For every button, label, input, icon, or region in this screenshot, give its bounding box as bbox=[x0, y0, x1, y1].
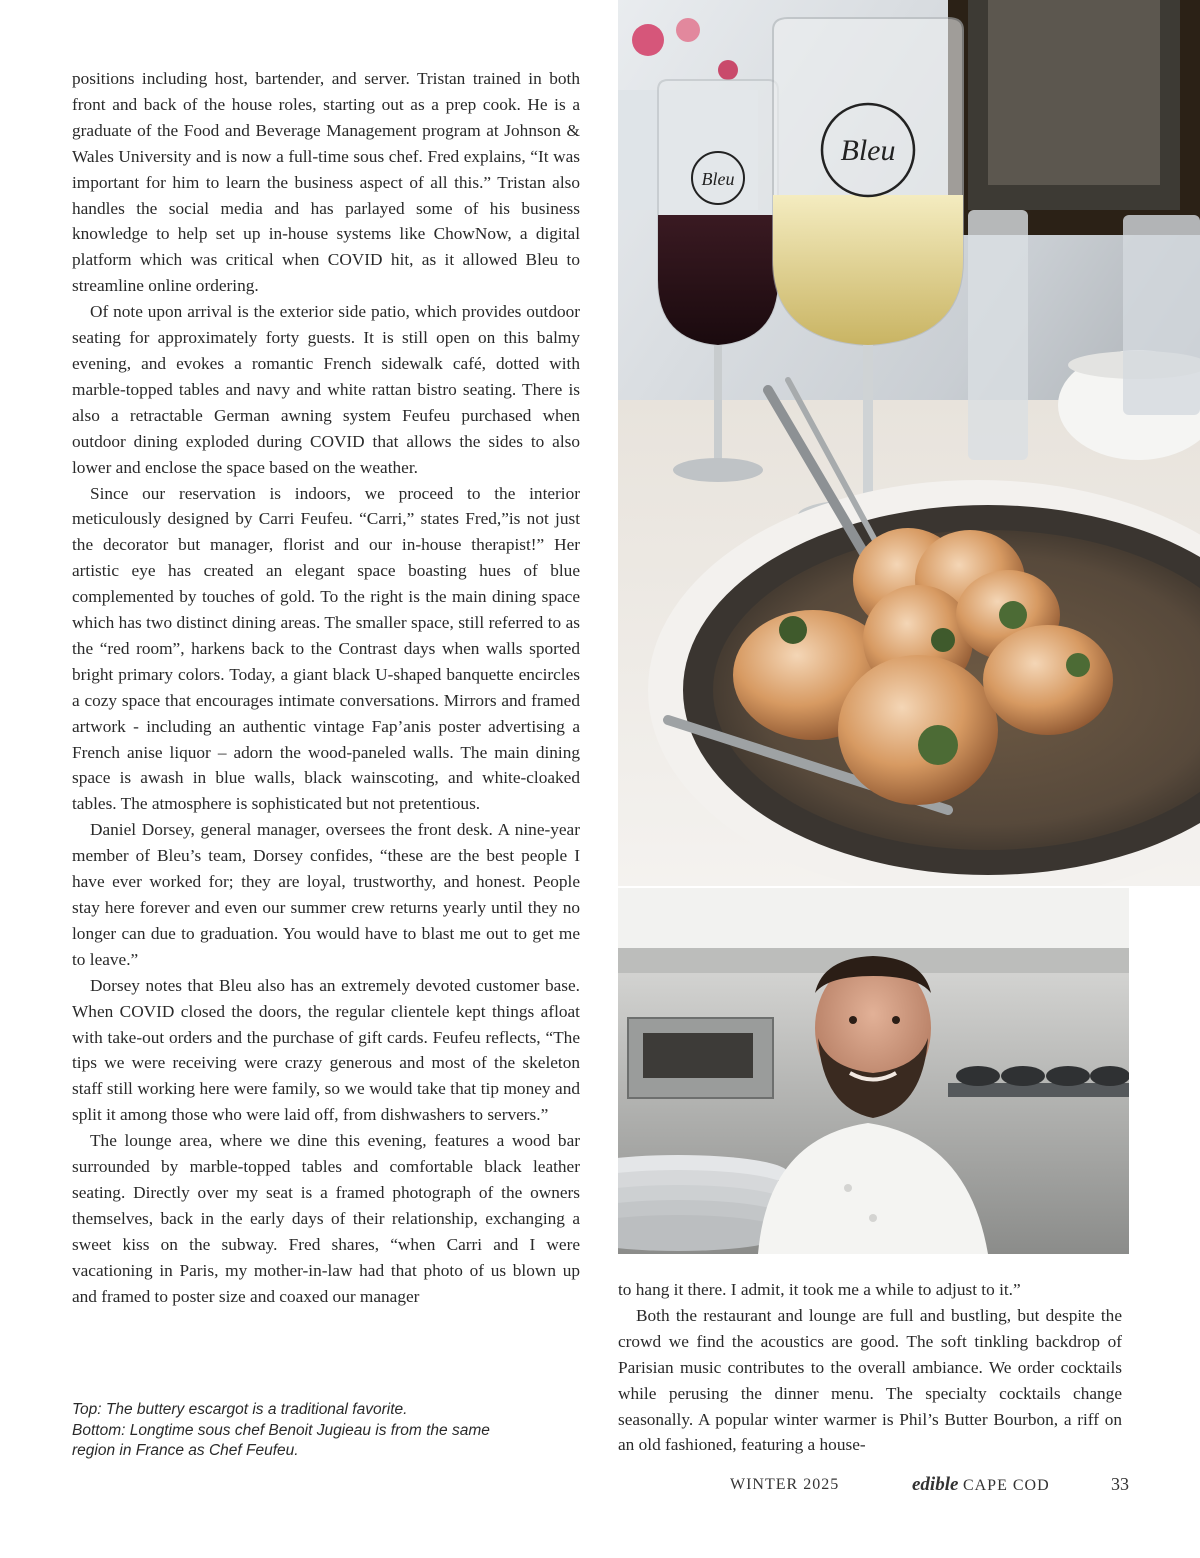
paragraph: The lounge area, where we dine this evening, features a wood bar surrounded by marble-topped tables and comfortable black leather seating. Directly over my seat is a framed photograph of the owners themselves, back in the early days of their relationship, exchanging a sweet kiss on the subway. Fred shares, “when Carri and I were vacationing in Paris, my mother-in-law had that photo of us blown up and framed to poster size and coaxed our manager bbox=[72, 1131, 580, 1306]
chef-photo bbox=[618, 888, 1129, 1254]
paragraph: Of note upon arrival is the exterior side patio, which provides outdoor seating for approximately forty guests. It is still open on this balmy evening, and evokes a romantic French sidewalk café, dotted with marble-topped tables and navy and white rattan bistro seating. There is also a retractable German awning system Feufeu purchased when outdoor dining exploded during COVID that allows the sides to also lower and enclose the space based on the weather. bbox=[72, 302, 580, 477]
paragraph: Daniel Dorsey, general manager, oversees the front desk. A nine-year member of Bleu’s team, Dorsey confides, “these are the best people I have ever worked for; they are loyal, trustworthy, and honest. People stay here forever and even our summer crew returns yearly until they no longer can due to graduation. You would have to blast me out to get me to leave.” bbox=[72, 820, 580, 969]
magazine-name bbox=[912, 1474, 1050, 1496]
caption-line: region in France as Chef Feufeu. bbox=[72, 1442, 299, 1459]
magazine-name-italic: edible bbox=[912, 1474, 959, 1495]
caption-line: Top: The buttery escargot is a traditional favorite. bbox=[72, 1401, 408, 1418]
caption-line: Bottom: Longtime sous chef Benoit Jugieau is from the same bbox=[72, 1421, 490, 1439]
page-footer bbox=[618, 1472, 1129, 1500]
paragraph: positions including host, bartender, and server. Tristan trained in both front and back of the house roles, starting out as a prep cook. He is a graduate of the Food and Beverage Management program at Johnson & Wales University and is now a full-time sous chef. Fred explains, “It was important for him to learn the business aspect of all this.” Tristan also handles the social media and has parlayed some of his business knowledge to help set up in-house systems like ChowNow, a digital platform which was critical when COVID hit, as it allowed Bleu to streamline online ordering. bbox=[72, 69, 580, 296]
article-column-left bbox=[72, 66, 580, 1310]
paragraph: Both the restaurant and lounge are full and bustling, but despite the crowd we find the acoustics are good. The soft tinkling backdrop of Parisian music contributes to the overall ambiance. We order cocktails while perusing the dinner menu. The specialty cocktails change seasonally. A popular winter warmer is Phil’s Butter Bourbon, a riff on an old fashioned, featuring a house- bbox=[618, 1305, 1122, 1455]
escargot-photo bbox=[618, 0, 1200, 886]
photo-caption bbox=[72, 1400, 592, 1462]
magazine-name-rest: CAPE COD bbox=[962, 1477, 1050, 1494]
wine-glass-logo: Bleu bbox=[840, 134, 896, 167]
wine-glass-logo-small: Bleu bbox=[701, 169, 735, 189]
issue-label: WINTER 2025 bbox=[730, 1476, 840, 1493]
paragraph: to hang it there. I admit, it took me a while to adjust to it.” bbox=[618, 1280, 1021, 1299]
article-column-right bbox=[618, 1277, 1122, 1458]
paragraph: Since our reservation is indoors, we proceed to the interior meticulously designed by Carri Feufeu. “Carri,” states Fred,”is not just the decorator but manager, florist and our in-house therapist!” Her artistic eye has created an elegant space boasting hues of blue complemented by touches of gold. To the right is the main dining space which has two distinct dining areas. The smaller space, still referred to as the “red room”, harkens back to the Contrast days when walls sported bright primary colors. Today, a giant black U-shaped banquette encircles a cozy space that encourages intimate conversations. Mirrors and framed artwork - including an authentic vintage Fap’anis poster advertising a French anise liquor – adorn the wood-paneled walls. The main dining space is awash in blue walls, black wainscoting, and white-cloaked tables. The atmosphere is sophisticated but not pretentious. bbox=[72, 483, 580, 814]
page-number: 33 bbox=[1111, 1474, 1129, 1494]
paragraph: Dorsey notes that Bleu also has an extremely devoted customer base. When COVID closed the doors, the regular clientele kept things afloat with take-out orders and the purchase of gift cards. Feufeu reflects, “The tips we were receiving were crazy generous and most of the skeleton staff still working here were family, so we would take that tip money and split it among those who were laid off, from dishwashers to servers.” bbox=[72, 975, 580, 1125]
